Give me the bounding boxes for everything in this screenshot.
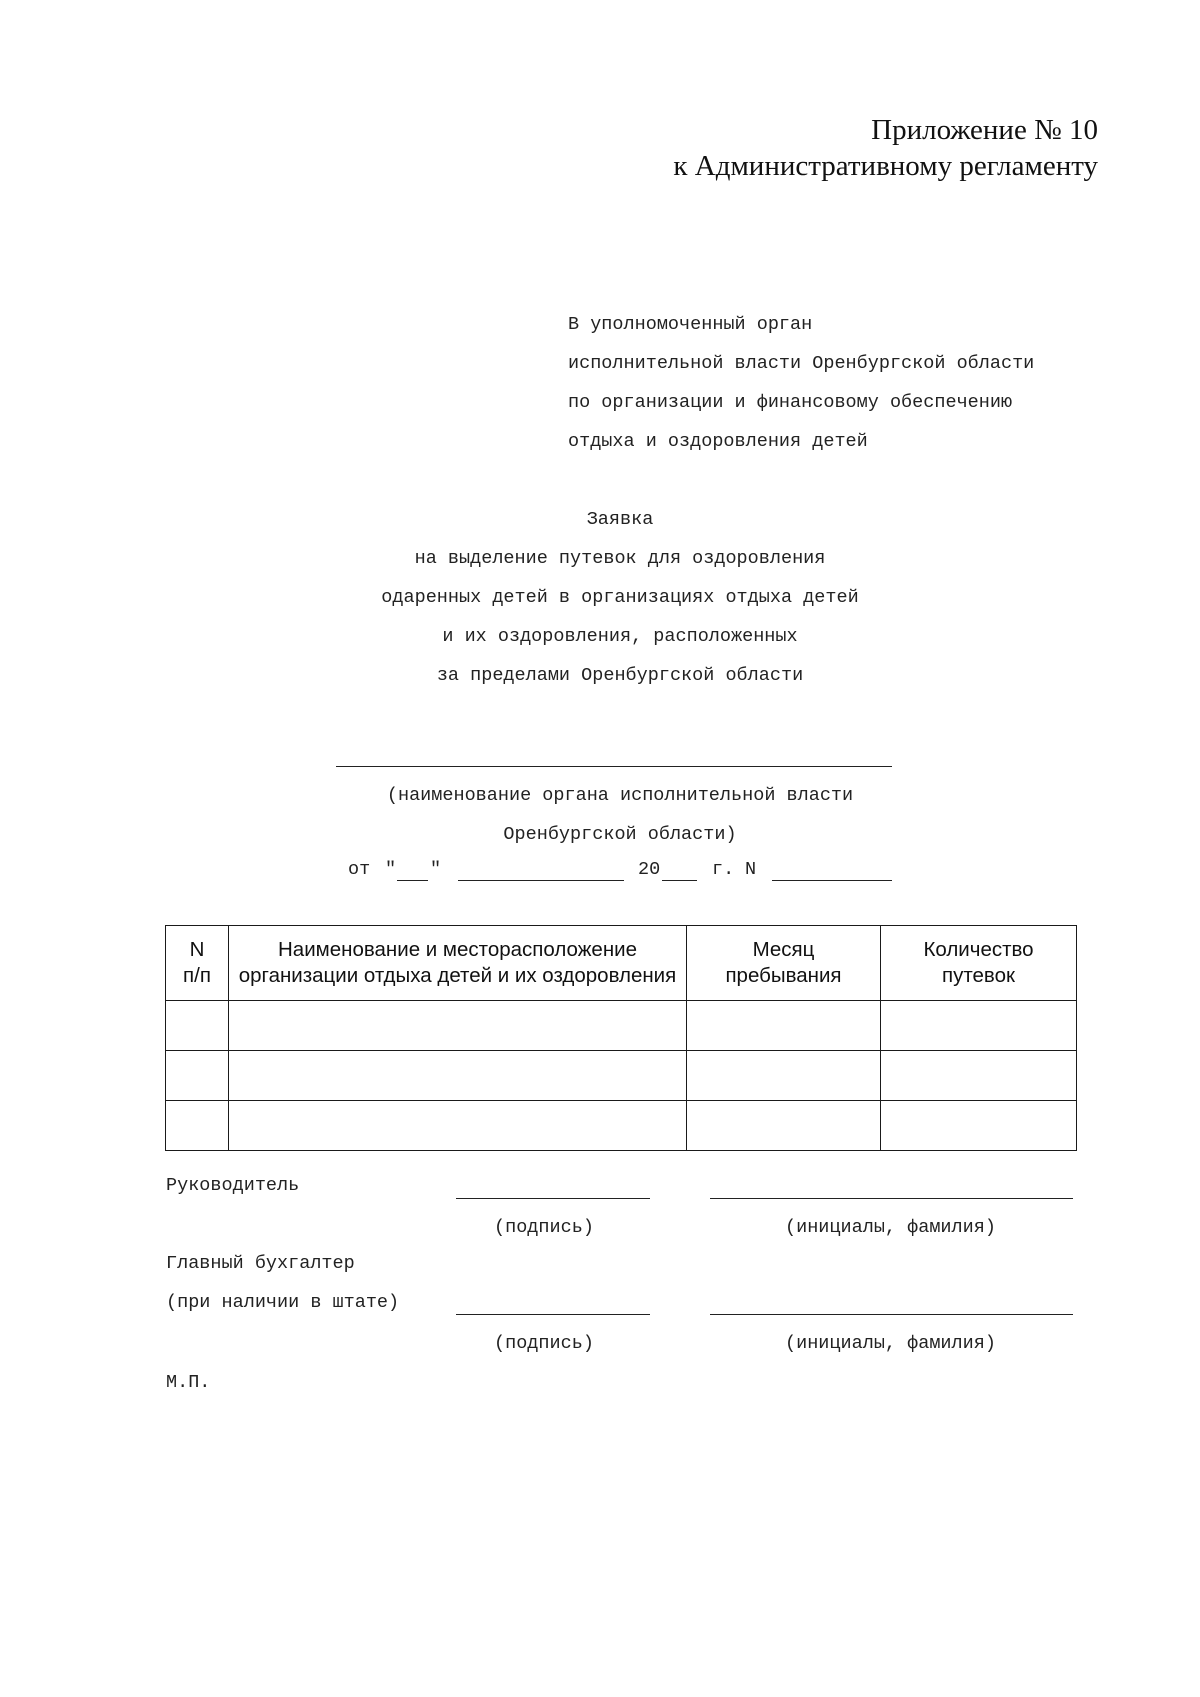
head-signature-line[interactable] [456, 1198, 650, 1199]
year-fill-line[interactable] [662, 880, 697, 881]
org-caption-line: Оренбургской области) [503, 824, 737, 845]
appendix-header [673, 112, 1098, 184]
table-cell[interactable] [166, 1001, 229, 1051]
addressee-block [568, 313, 1034, 469]
title-word: Заявка [586, 509, 654, 530]
addressee-line: исполнительной власти Оренбургской области [568, 353, 1035, 374]
column-header-month: Месяц пребывания [687, 926, 881, 1001]
table-row [166, 1051, 1077, 1101]
quote-close: " [430, 859, 442, 880]
accountant-signature-caption: (подпись) [494, 1333, 594, 1354]
table-cell[interactable] [229, 1001, 687, 1051]
addressee-line: В уполномоченный орган [568, 314, 813, 335]
column-header-number: N п/п [166, 926, 229, 1001]
accountant-note: (при наличии в штате) [166, 1292, 400, 1313]
accountant-name-caption: (инициалы, фамилия) [785, 1333, 996, 1354]
day-fill-line[interactable] [397, 880, 428, 881]
table-cell[interactable] [687, 1001, 881, 1051]
title-line: одаренных детей в организациях отдыха детей [381, 587, 859, 608]
from-label: от [348, 859, 371, 880]
head-name-line[interactable] [710, 1198, 1073, 1199]
table-row [166, 1001, 1077, 1051]
table-cell[interactable] [229, 1101, 687, 1151]
number-fill-line[interactable] [772, 880, 892, 881]
org-name-fill-line[interactable] [336, 766, 892, 767]
head-name-caption: (инициалы, фамилия) [785, 1217, 996, 1238]
appendix-reference: к Административному регламенту [673, 150, 1098, 182]
head-signature-caption: (подпись) [494, 1217, 594, 1238]
column-header-organization: Наименование и месторасположение организации отдыха детей и их оздоровления [229, 926, 687, 1001]
accountant-label: Главный бухгалтер [166, 1253, 355, 1274]
number-label: N [745, 859, 757, 880]
table-cell[interactable] [166, 1051, 229, 1101]
addressee-line: отдыха и оздоровления детей [568, 431, 868, 452]
document-title [300, 508, 940, 703]
table-cell[interactable] [881, 1051, 1077, 1101]
title-line: и их оздоровления, расположенных [442, 626, 798, 647]
appendix-number: Приложение № 10 [871, 114, 1098, 146]
org-name-caption [300, 784, 940, 862]
table-cell[interactable] [166, 1101, 229, 1151]
table-cell[interactable] [687, 1101, 881, 1151]
seal-placeholder: М.П. [166, 1372, 211, 1393]
accountant-signature-line[interactable] [456, 1314, 650, 1315]
quote-open: " [385, 859, 397, 880]
head-label: Руководитель [166, 1175, 300, 1196]
table-header-row [166, 926, 1077, 1001]
year-suffix: г. [712, 859, 735, 880]
title-line: на выделение путевок для оздоровления [414, 548, 826, 569]
table-cell[interactable] [229, 1051, 687, 1101]
title-line: за пределами Оренбургской области [436, 665, 804, 686]
table-cell[interactable] [881, 1001, 1077, 1051]
column-header-quantity: Количество путевок [881, 926, 1077, 1001]
vouchers-table [165, 925, 1077, 1151]
table-row [166, 1101, 1077, 1151]
accountant-name-line[interactable] [710, 1314, 1073, 1315]
date-number-line [348, 858, 908, 888]
year-prefix: 20 [638, 859, 661, 880]
addressee-line: по организации и финансовому обеспечению [568, 392, 1013, 413]
org-caption-line: (наименование органа исполнительной власти [386, 785, 854, 806]
table-cell[interactable] [881, 1101, 1077, 1151]
table-cell[interactable] [687, 1051, 881, 1101]
month-fill-line[interactable] [458, 880, 624, 881]
